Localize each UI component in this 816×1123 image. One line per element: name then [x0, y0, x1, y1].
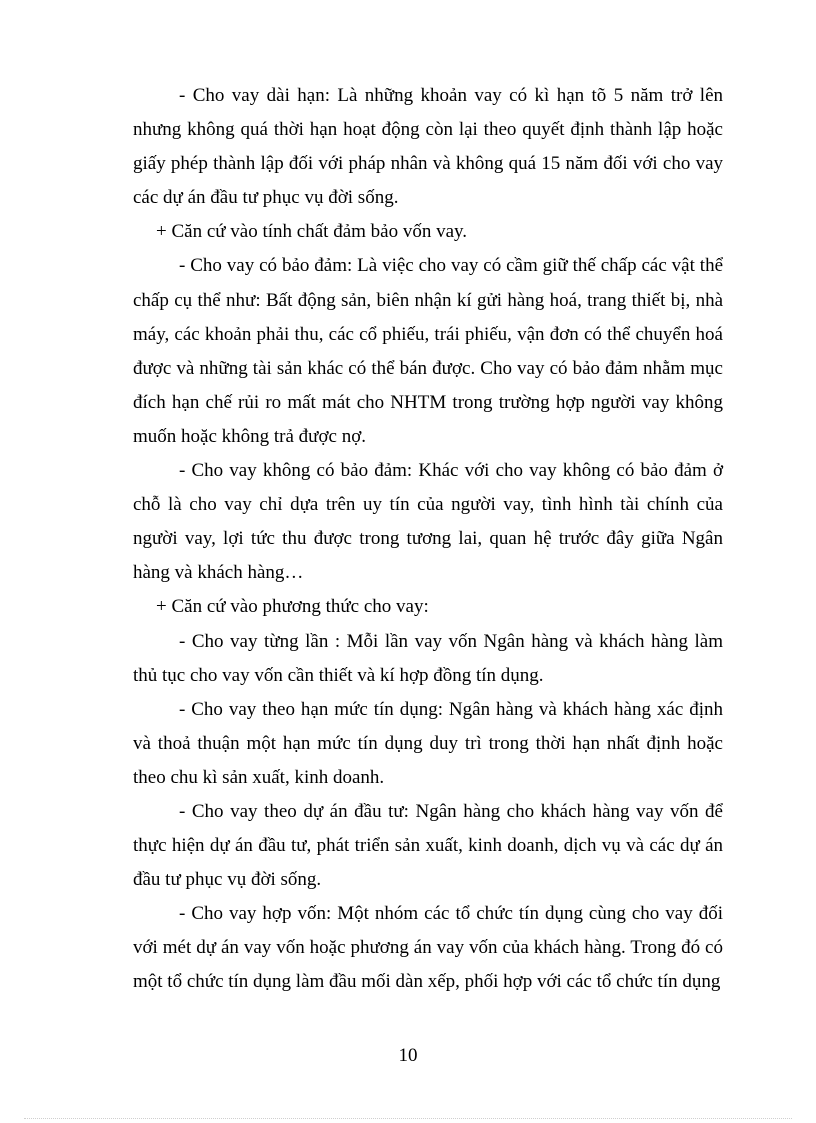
- paragraph-collateral-basis: + Căn cứ vào tính chất đảm bảo vốn vay.: [156, 221, 468, 243]
- paragraph-method-basis: + Căn cứ vào phương thức cho vay:: [156, 596, 429, 618]
- page-bottom-divider: [24, 1118, 792, 1119]
- paragraph-long-term-loan: - Cho vay dài hạn: Là những khoản vay có kì hạn tõ 5 năm trở lên nhưng không quá thời hạn hoạt động còn lại theo quyết định thành lập hoặc giấy phép thành lập đối với pháp nhân và không quá 15 năm đối với cho vay các dự án đầu tư phục vụ đời sống.: [133, 85, 723, 209]
- paragraph-project-loan: - Cho vay theo dự án đầu tư: Ngân hàng cho khách hàng vay vốn để thực hiện dự án đầu tư, phát triển sản xuất, kinh doanh, dịch vụ và các dự án đầu tư phục vụ đời sống.: [133, 800, 723, 891]
- body-text: [133, 79, 723, 1000]
- paragraph-syndicated-loan: - Cho vay hợp vốn: Một nhóm các tổ chức tín dụng cùng cho vay đối với mét dự án vay vốn hoặc phương án vay vốn của khách hàng. Trong đó có một tổ chức tín dụng làm đầu mối dàn xếp, phối hợp với các tổ chức tín dụng: [133, 903, 723, 993]
- paragraph-unsecured-loan: - Cho vay không có bảo đảm: Khác với cho vay không có bảo đảm ở chỗ là cho vay chỉ dựa trên uy tín của người vay, tình hình tài chính của người vay, lợi tức thu được trong tương lai, quan hệ trước đây giữa Ngân hàng và khách hàng…: [133, 460, 723, 584]
- paragraph-single-loan: - Cho vay từng lần : Mỗi lần vay vốn Ngân hàng và khách hàng làm thủ tục cho vay vốn cần thiết và kí hợp đồng tín dụng.: [133, 630, 723, 686]
- page-number: 10: [398, 1045, 418, 1066]
- paragraph-credit-limit-loan: - Cho vay theo hạn mức tín dụng: Ngân hàng và khách hàng xác định và thoả thuận một hạn mức tín dụng duy trì trong thời hạn nhất định hoặc theo chu kì sản xuất, kinh doanh.: [133, 698, 723, 788]
- paragraph-secured-loan: - Cho vay có bảo đảm: Là việc cho vay có cầm giữ thế chấp các vật thể chấp cụ thể như: Bất động sản, biên nhận kí gửi hàng hoá, trang thiết bị, nhà máy, các khoản phải thu, các cổ phiếu, trái phiếu, vận đơn có thể chuyển hoá được và những tài sản khác có thể bán được. Cho vay có bảo đảm nhằm mục đích hạn chế rủi ro mất mát cho NHTM trong trường hợp người vay không muốn hoặc không trả được nợ.: [133, 255, 723, 447]
